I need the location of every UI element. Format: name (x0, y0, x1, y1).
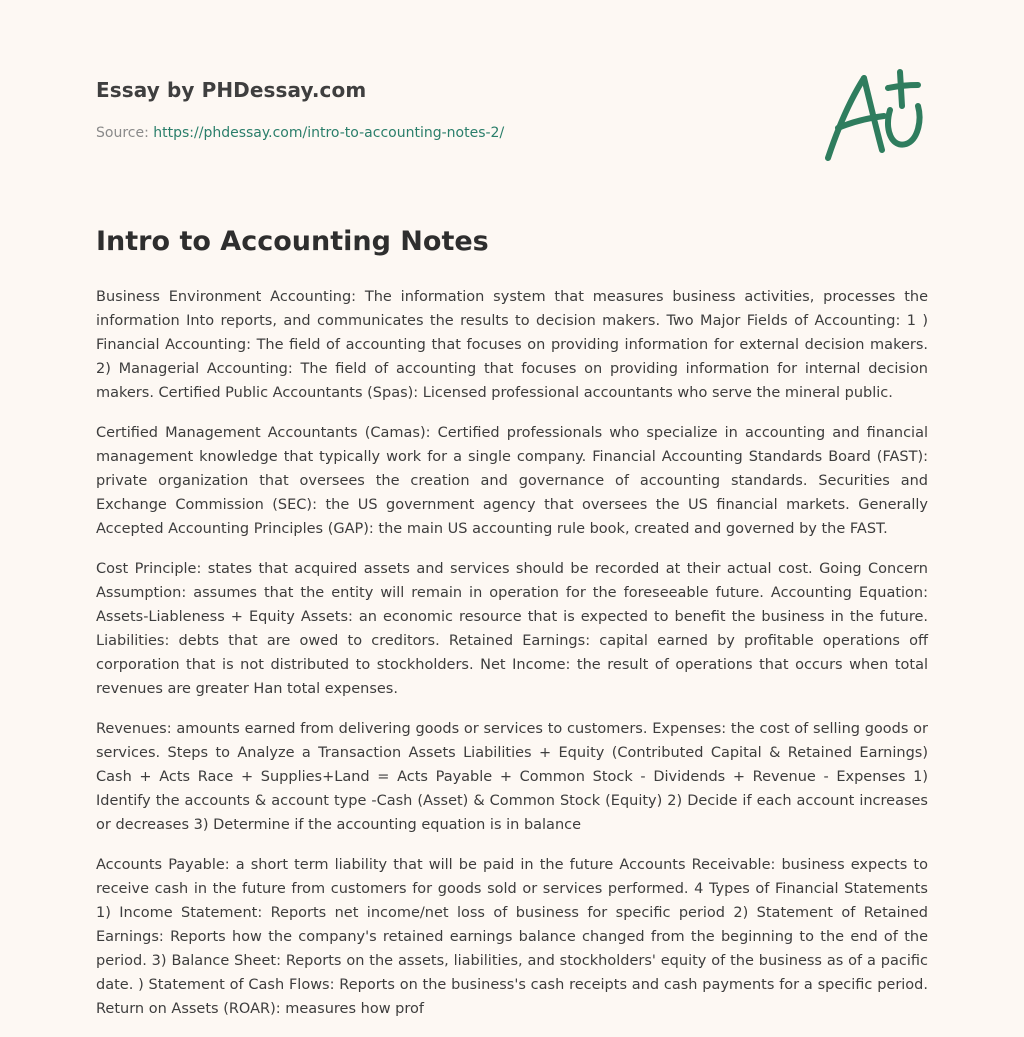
essay-title: Intro to Accounting Notes (96, 226, 489, 257)
source-label: Source: (96, 125, 149, 141)
a-plus-grade-icon (818, 66, 930, 166)
essay-paragraph: Revenues: amounts earned from delivering goods or services to customers. Expenses: the cost of selling goods or services. Steps to Analyze a Transaction Assets Liabilities + Equity (Contributed Capital & Retained Earnings) Cash + Acts Race + Supplies+Land = Acts Payable + Common Stock - Dividends + Revenue - Expenses 1) Identify the accounts & account type -Cash (Asset) & Common Stock (Equity) 2) Decide if each account increases or decreases 3) Determine if the accounting equation is in balance (96, 721, 928, 833)
source-line (96, 125, 504, 141)
essay-body (96, 285, 928, 1037)
essay-paragraph: Cost Principle: states that acquired assets and services should be recorded at their actual cost. Going Concern Assumption: assumes that the entity will remain in operation for the foreseeable future. Accounting Equation: Assets-Liableness + Equity Assets: an economic resource that is expected to benefit the business in the future. Liabilities: debts that are owed to creditors. Retained Earnings: capital earned by profitable operations off corporation that is not distributed to stockholders. Net Income: the result of operations that occurs when total revenues are greater Han total expenses. (96, 561, 928, 697)
essay-paragraph: Accounts Payable: a short term liability that will be paid in the future Accounts Receivable: business expects to receive cash in the future from customers for goods sold or services performed. 4 Types of Financial Statements 1) Income Statement: Reports net income/net loss of business for specific period 2) Statement of Retained Earnings: Reports how the company's retained earnings balance changed from the beginning to the end of the period. 3) Balance Sheet: Reports on the assets, liabilities, and stockholders' equity of the business as of a pacific date. ) Statement of Cash Flows: Reports on the business's cash receipts and cash payments for a specific period. Return on Assets (ROAR): measures how prof (96, 857, 928, 1017)
essay-paragraph: Business Environment Accounting: The information system that measures business activities, processes the information Into reports, and communicates the results to decision makers. Two Major Fields of Accounting: 1 ) Financial Accounting: The field of accounting that focuses on providing information for external decision makers. 2) Managerial Accounting: The field of accounting that focuses on providing information for internal decision makers. Certified Public Accountants (Spas): Licensed professional accountants who serve the mineral public. (96, 289, 928, 401)
source-link[interactable]: https://phdessay.com/intro-to-accounting-notes-2/ (153, 125, 505, 141)
essay-paragraph: Certified Management Accountants (Camas): Certified professionals who specialize in accounting and financial management knowledge that typically work for a single company. Financial Accounting Standards Board (FAST): private organization that oversees the creation and governance of accounting standards. Securities and Exchange Commission (SEC): the US government agency that oversees the US financial markets. Generally Accepted Accounting Principles (GAP): the main US accounting rule book, created and governed by the FAST. (96, 425, 928, 537)
site-brand: Essay by PHDessay.com (96, 78, 367, 102)
